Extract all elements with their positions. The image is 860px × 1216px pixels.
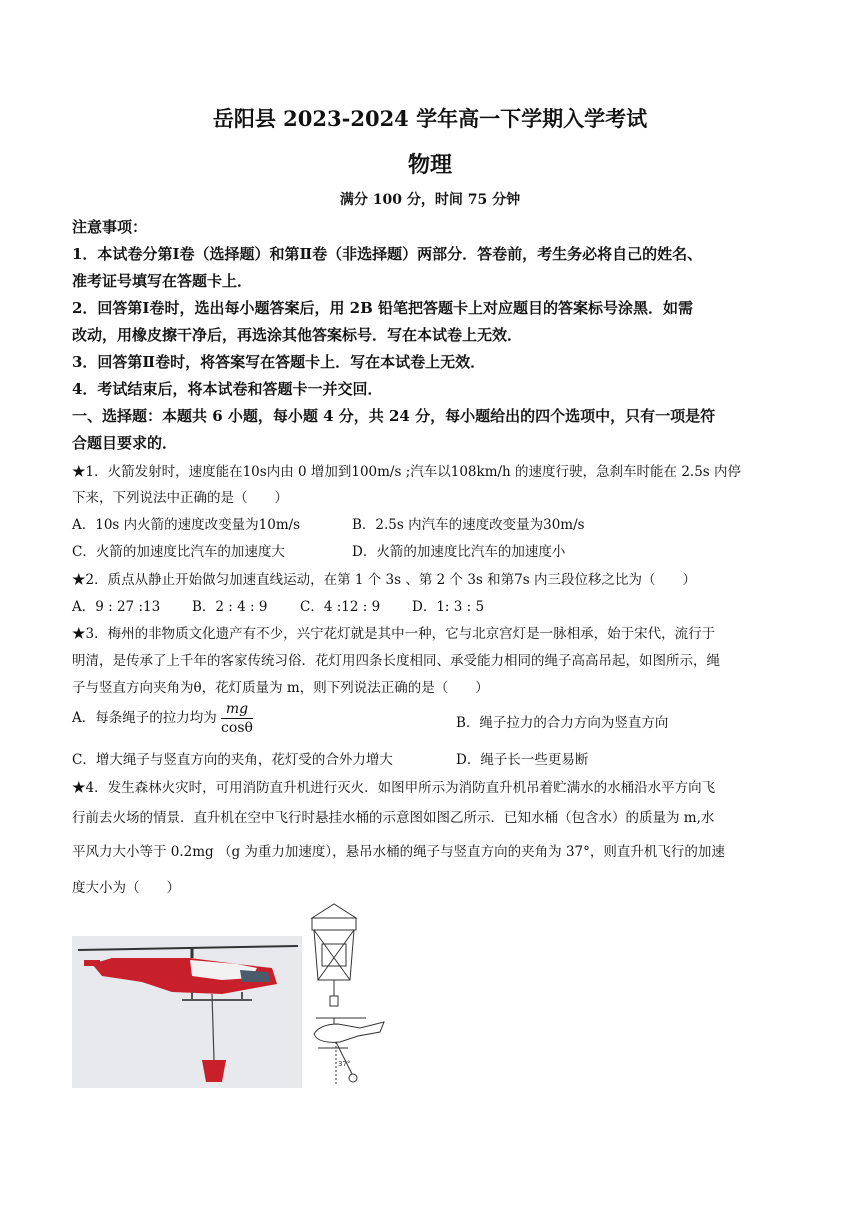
q1-option-d: D．火箭的加速度比汽车的加速度小: [352, 544, 566, 560]
q3-option-c: C．增大绳子与竖直方向的夹角，花灯受的合外力增大: [72, 752, 393, 768]
q4-stem: ★4．发生森林火灾时，可用消防直升机进行灭火．如图甲所示为消防直升机吊着贮满水的水桶沿水平方向飞: [72, 780, 716, 796]
q4-stem-cont: 度大小为（ ）: [72, 880, 180, 896]
notes-heading: 注意事项：: [72, 218, 148, 236]
note-line: 3．回答第Ⅱ卷时，将答案写在答题卡上．写在本试卷上无效．: [72, 353, 486, 371]
q2-stem: ★2．质点从静止开始做匀加速直线运动，在第 1 个 3s 、第 2 个 3s 和第7s 内三段位移之比为（ ）: [72, 572, 696, 588]
fraction-numerator: mg: [221, 700, 253, 719]
q3-option-b: B．绳子拉力的合力方向为竖直方向: [456, 715, 669, 731]
note-line: 准考证号填写在答题卡上．: [72, 272, 253, 290]
q1-option-c: C．火箭的加速度比汽车的加速度大: [72, 544, 285, 560]
q3-option-a: [72, 700, 253, 737]
q2-option-b: B．2 : 4 : 9: [192, 599, 268, 615]
q1-stem-cont: 下来，下列说法中正确的是（ ）: [72, 490, 288, 506]
q1-option-a: A．10s 内火箭的速度改变量为10m/s: [72, 517, 301, 533]
subject-title: 物理: [407, 152, 452, 178]
diagram-sketch: [300, 898, 400, 1098]
note-line: 1．本试卷分第Ⅰ卷（选择题）和第Ⅱ卷（非选择题）两部分．答卷前，考生务必将自己的姓名、: [72, 245, 703, 263]
q1-option-b: B．2.5s 内汽车的速度改变量为30m/s: [352, 517, 585, 533]
note-line: 改动，用橡皮擦干净后，再选涂其他答案标号．写在本试卷上无效．: [72, 326, 523, 344]
q4-stem-cont: 平风力大小等于 0.2mg （g 为重力加速度），悬吊水桶的绳子与竖直方向的夹角为 37°，则直升机飞行的加速: [72, 844, 725, 860]
q3-stem-cont: 明清，是传承了上千年的客家传统习俗．花灯用四条长度相同、承受能力相同的绳子高高吊起，如图所示，绳: [72, 653, 720, 669]
helicopter-photo: [72, 936, 302, 1088]
q2-option-c: C．4 :12 : 9: [300, 599, 381, 615]
lantern-diagram: [312, 904, 356, 1006]
note-line: 2．回答第Ⅰ卷时，选出每小题答案后，用 2B 铅笔把答题卡上对应题目的答案标号涂黑．如需: [72, 299, 694, 317]
q3-option-d: D．绳子长一些更易断: [456, 752, 589, 768]
exam-meta: 满分 100 分，时间 75 分钟: [339, 192, 521, 208]
fraction: [221, 700, 253, 737]
q3-option-a-label: A．每条绳子的拉力均为: [72, 710, 217, 726]
q2-option-d: D．1: 3 : 5: [412, 599, 485, 615]
q3-stem-cont: 子与竖直方向夹角为θ，花灯质量为 m，则下列说法正确的是（ ）: [72, 680, 489, 696]
exam-title: 岳阳县 2023-2024 学年高一下学期入学考试: [212, 106, 648, 131]
section-heading-cont: 合题目要求的．: [72, 434, 178, 452]
note-line: 4．考试结束后，将本试卷和答题卡一并交回．: [72, 380, 383, 398]
angle-label: 37°: [338, 1060, 351, 1068]
q4-stem-cont: 行前去火场的情景．直升机在空中飞行时悬挂水桶的示意图如图乙所示．已知水桶（包含水）的质量为 m,水: [72, 810, 715, 826]
section-heading: 一、选择题：本题共 6 小题，每小题 4 分，共 24 分，每小题给出的四个选项中，只有一项是符: [72, 407, 716, 425]
q3-stem: ★3．梅州的非物质文化遗产有不少，兴宁花灯就是其中一种，它与北京宫灯是一脉相承，始于宋代，流行于: [72, 626, 716, 642]
q2-option-a: A．9 : 27 :13: [72, 599, 161, 615]
helicopter-diagram: [314, 1018, 384, 1084]
fraction-denominator: cosθ: [221, 720, 253, 736]
q1-stem: ★1．火箭发射时，速度能在10s内由 0 增加到100m/s ;汽车以108km/h 的速度行驶，急刹车时能在 2.5s 内停: [72, 464, 742, 480]
water-bucket: [202, 1060, 226, 1082]
